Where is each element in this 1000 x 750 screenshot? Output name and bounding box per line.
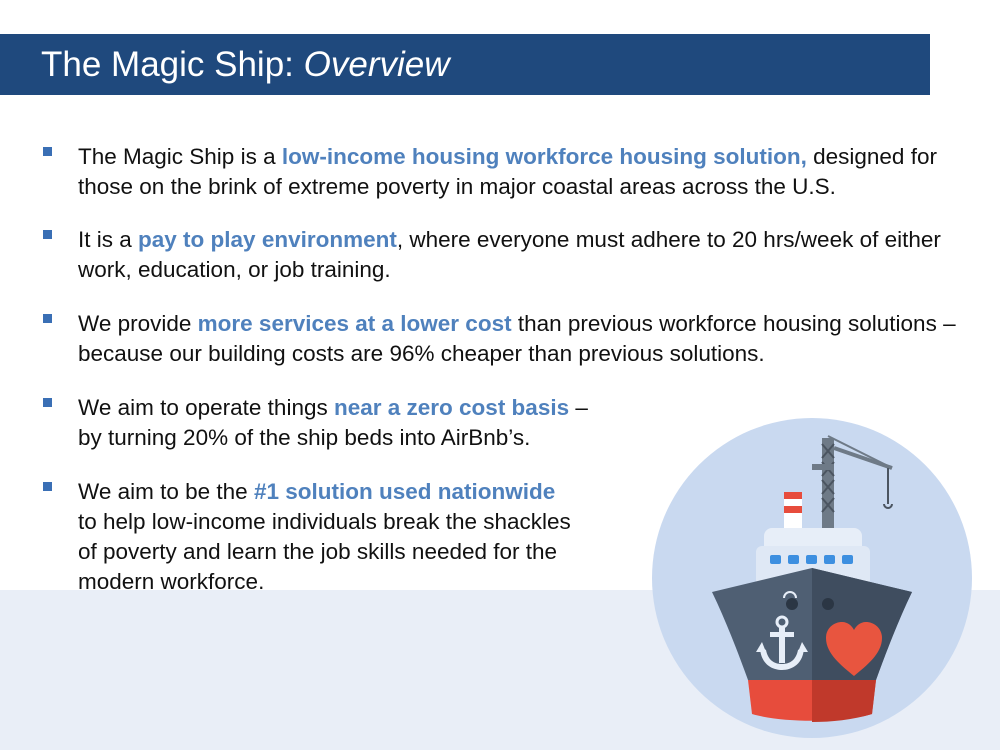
bullet-text: –: [569, 395, 588, 420]
bullet-text: by turning 20% of the ship beds into AirBnb’s.: [78, 425, 531, 450]
bullet-text: We aim to operate things: [78, 395, 334, 420]
chimney: [784, 492, 802, 528]
bullet-marker-icon: [43, 482, 52, 491]
bullet-text: , where everyone must adhere to 20 hrs/week of either work, education, or job training.: [78, 227, 941, 282]
bullet-item: [40, 309, 980, 369]
bullet-marker-icon: [43, 230, 52, 239]
slide-title: [41, 47, 450, 82]
slide-title-italic: Overview: [303, 45, 450, 84]
bullet-highlight: low-income housing workforce housing solution,: [281, 144, 807, 169]
bullet-item: [40, 225, 980, 285]
porthole-left: [786, 598, 798, 610]
bullet-text: to help low-income individuals break the shackles: [78, 509, 571, 534]
bullet-item: [40, 142, 980, 202]
bullet-text: We aim to be the: [78, 479, 254, 504]
bullet-text: designed for those on the brink of extreme poverty in major coastal areas across the U.S.: [78, 144, 937, 199]
bullet-text: The Magic Ship is a: [78, 144, 282, 169]
bullet-highlight: pay to play environment: [138, 227, 397, 252]
bullet-marker-icon: [43, 314, 52, 323]
bullet-highlight: #1 solution used nationwide: [253, 479, 556, 504]
porthole-right: [822, 598, 834, 610]
bullet-highlight: more services at a lower cost: [197, 311, 512, 336]
title-bar: [0, 34, 930, 95]
bullet-marker-icon: [43, 147, 52, 156]
bullet-text: of poverty and learn the job skills needed for the: [78, 539, 558, 564]
bullet-highlight: near a zero cost basis: [333, 395, 570, 420]
ship-icon: [652, 418, 972, 738]
bullet-text: modern workforce.: [78, 569, 265, 594]
slide-title-main: The Magic Ship:: [41, 45, 304, 84]
bullet-text: It is a: [78, 227, 139, 252]
bullet-text: than previous workforce housing solutions – because our building costs are 96% cheaper than previous solutions.: [78, 311, 956, 366]
bullet-text: We provide: [78, 311, 198, 336]
bullet-marker-icon: [43, 398, 52, 407]
